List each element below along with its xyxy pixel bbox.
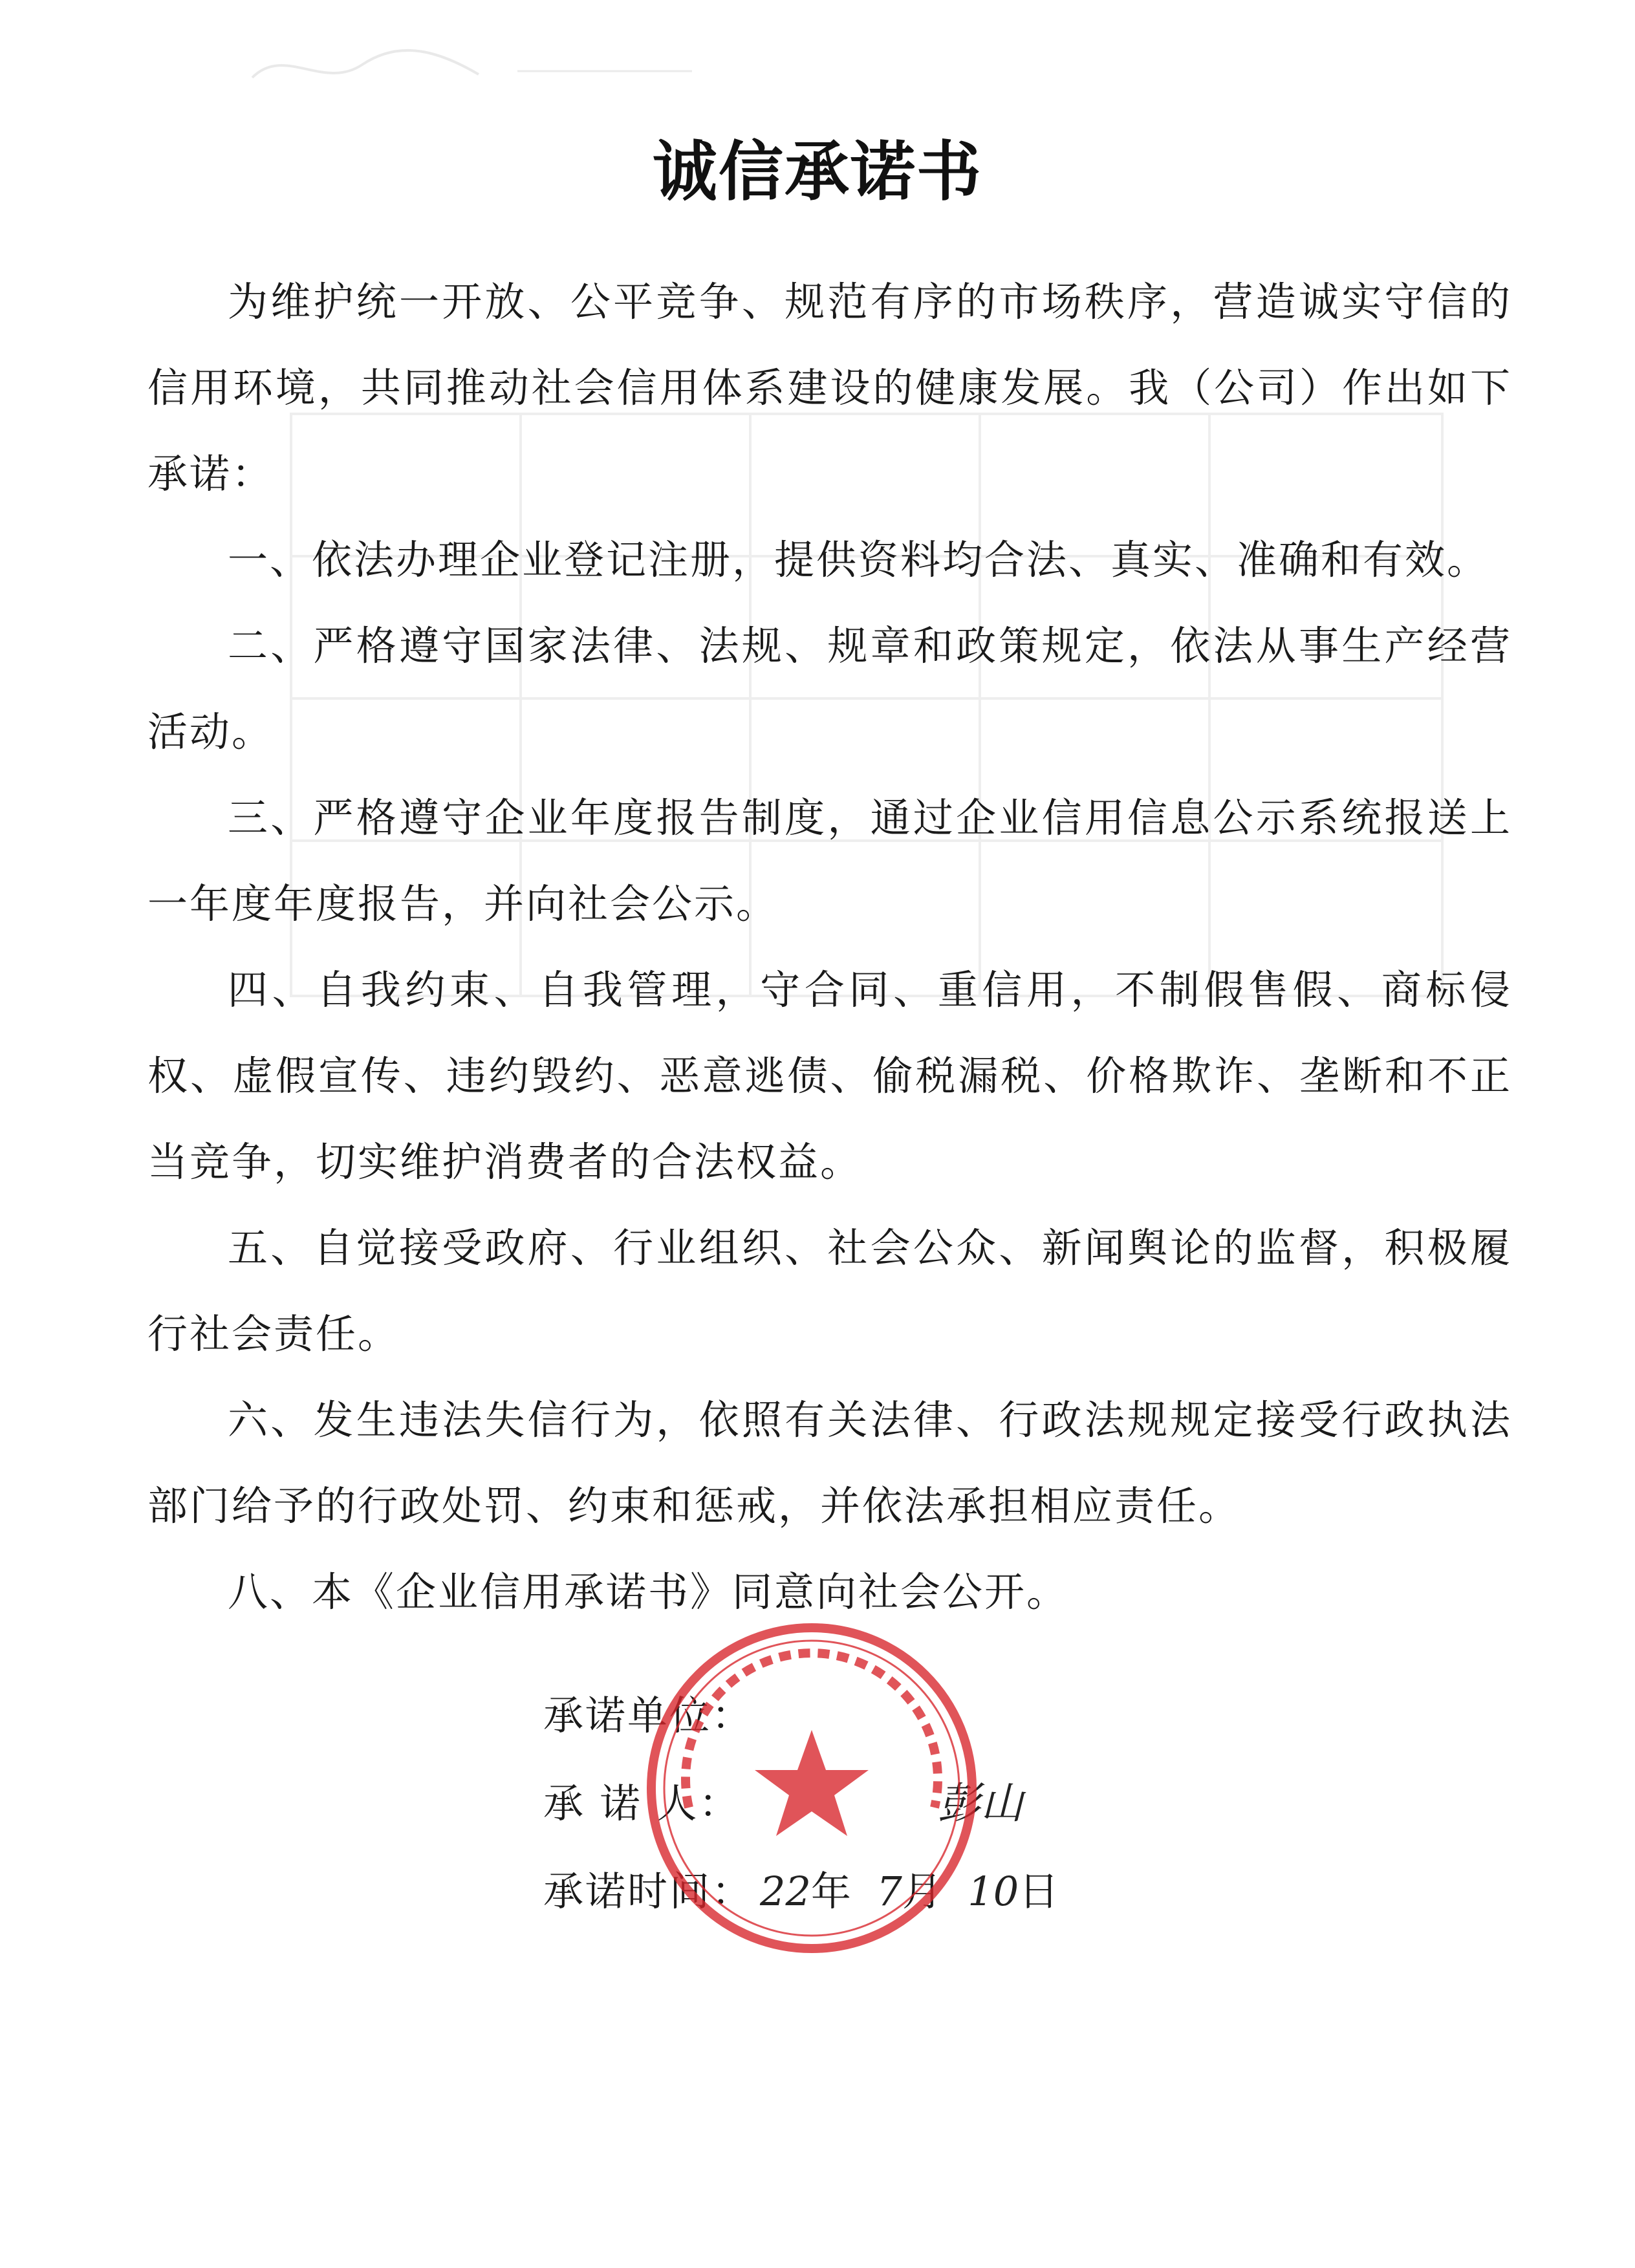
paragraph-5: 五、自觉接受政府、行业组织、社会公众、新闻舆论的监督，积极履行社会责任。 — [147, 1224, 1512, 1357]
sig-row-date — [543, 1848, 1190, 1936]
paragraph-4: 四、自我约束、自我管理，守合同、重信用，不制假售假、商标侵权、虚假宣传、违约毁约、恶意逃债、偷税漏税、价格欺诈、垄断和不正当竞争，切实维护消费者的合法权益。 — [147, 966, 1512, 1185]
person-label: 承 诺 人： — [543, 1780, 741, 1827]
document-title: 诚信承诺书 — [653, 134, 982, 210]
date-day: 10 — [968, 1868, 1019, 1915]
signature-block — [543, 1672, 1190, 1936]
date-month: 7 — [876, 1868, 902, 1915]
document-body — [147, 259, 1512, 1635]
unit-label: 承诺单位： — [543, 1692, 754, 1739]
sig-row-unit — [543, 1672, 1190, 1760]
paragraph-6: 六、发生违法失信行为，依照有关法律、行政法规规定接受行政执法部门给予的行政处罚、约束和惩戒，并依法承担相应责任。 — [147, 1396, 1512, 1529]
paragraph-2: 二、严格遵守国家法律、法规、规章和政策规定，依法从事生产经营活动。 — [147, 622, 1512, 755]
paragraph-intro: 为维护统一开放、公平竞争、规范有序的市场秩序，营造诚实守信的信用环境，共同推动社会信用体系建设的健康发展。我（公司）作出如下承诺： — [147, 278, 1512, 497]
paragraph-8: 八、本《企业信用承诺书》同意向社会公开。 — [228, 1568, 1069, 1615]
sig-row-person — [543, 1760, 1190, 1848]
date-label: 承诺时间： — [543, 1868, 754, 1915]
paragraph-3: 三、严格遵守企业年度报告制度，通过企业信用信息公示系统报送上一年度年度报告，并向社会公示。 — [147, 794, 1512, 927]
paragraph-1: 一、依法办理企业登记注册，提供资料均合法、真实、准确和有效。 — [228, 536, 1489, 583]
date-value — [760, 1848, 1059, 1936]
handwritten-signature: 彭山 — [938, 1778, 1023, 1828]
date-month-suffix: 月 — [902, 1868, 942, 1915]
scan-artifact — [246, 39, 698, 97]
date-day-suffix: 日 — [1019, 1868, 1059, 1915]
date-year: 22 — [760, 1868, 811, 1915]
date-year-suffix: 年 — [810, 1868, 851, 1915]
